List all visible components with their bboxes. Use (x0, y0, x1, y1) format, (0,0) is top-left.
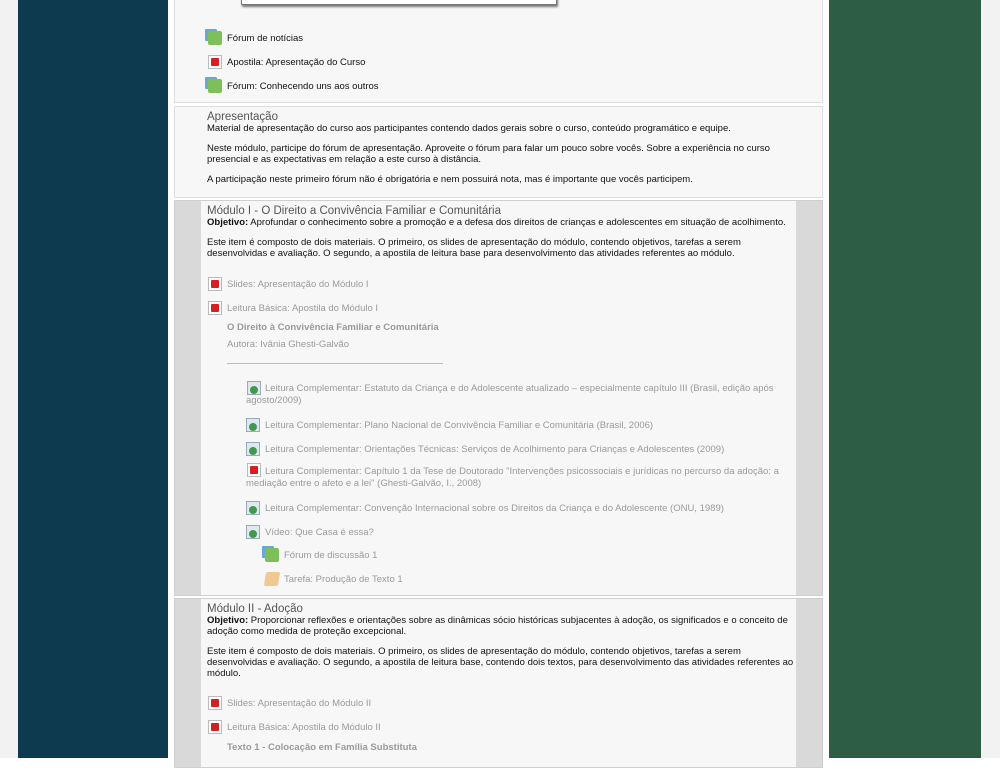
leitura-complementar-link[interactable] (246, 500, 724, 516)
page-left-edge (0, 0, 18, 758)
activity-leitura-modulo1[interactable] (208, 300, 378, 316)
modulo2-section (174, 598, 823, 768)
activity-label: Apostila: Apresentação do Curso (227, 56, 366, 68)
page-right-edge (981, 0, 1000, 758)
activity-label: Tarefa: Produção de Texto 1 (284, 573, 403, 585)
section-paragraph: A participação neste primeiro fórum não é obrigatória e nem possuirá nota, mas é importante que vocês participem. (207, 174, 693, 185)
activity-label: Fórum de discussão 1 (284, 549, 378, 561)
objective-text: Aprofundar o conhecimento sobre a promoção e a defesa dos direitos de crianças e adolescentes em situação de acolhimento. (248, 217, 786, 228)
forum-icon (265, 548, 279, 562)
author: Autora: Ivânia Ghesti-Galvão (227, 339, 349, 350)
activity-leitura-modulo2[interactable] (208, 719, 381, 735)
url-icon (246, 525, 260, 539)
activity-label: Leitura Básica: Apostila do Módulo II (227, 721, 381, 733)
section-paragraph: Este item é composto de dois materiais. O primeiro, os slides de apresentação do módulo, contendo objetivos, tarefas a serem desenvolvidas e avaliação. O segundo, a apostila de leitura base para desenvolvimento das atividades referentes ao módulo. (207, 237, 741, 259)
objective-label: Objetivo: (207, 615, 249, 626)
leitura-complementar-link[interactable]: Leitura Complementar: Capítulo 1 da Tese de Doutorado "Intervenções psicossociais e jurídicas no percurso da adoção: a mediação entre o afeto e a lei" (Ghesti-Galvão, I., 2008) (246, 466, 779, 489)
leitura-complementar-link[interactable] (246, 417, 653, 433)
section-paragraph: Neste módulo, participe do fórum de apresentação. Aproveite o fórum para falar um pouco sobre vocês. Sobre a experiência no curso presencial e as expectativas em relação a este curso à distância. (207, 143, 770, 165)
activity-label: Fórum: Conhecendo uns aos outros (227, 80, 379, 92)
activity-label: Leitura Complementar: Plano Nacional de Convivência Familiar e Comunitária (Brasil, 2006) (265, 419, 654, 431)
activity-label: Leitura Complementar: Orientações Técnicas: Serviços de Acolhimento para Crianças e Adolescentes (2009) (265, 443, 725, 455)
activity-slides-modulo2[interactable] (208, 695, 371, 711)
divider (227, 363, 443, 364)
activity-label: Slides: Apresentação do Módulo II (227, 697, 372, 709)
activity-apostila[interactable] (208, 54, 365, 70)
activity-slides-modulo1[interactable] (208, 276, 369, 292)
pdf-icon (208, 301, 222, 315)
course-content (168, 0, 829, 758)
forum-icon (208, 79, 222, 93)
text-title: Texto 1 - Colocação em Família Substituta (227, 742, 417, 753)
apresentacao-section (174, 106, 823, 198)
pdf-icon (208, 277, 222, 291)
modulo1-section (174, 200, 823, 596)
activity-forum-noticias[interactable] (208, 30, 303, 46)
embedded-box (241, 0, 557, 5)
right-sidebar-background (829, 0, 981, 758)
leitura-complementar-link[interactable] (246, 441, 724, 457)
leitura-complementar-link[interactable]: Leitura Complementar: Estatuto da Criança e do Adolescente atualizado – especialmente capítulo III (Brasil, edição após agosto/2009) (246, 383, 774, 406)
section-title: Módulo I - O Direito a Convivência Familiar e Comunitária (207, 205, 501, 217)
video-link[interactable] (246, 524, 374, 540)
activity-label: Leitura Complementar: Convenção Internacional sobre os Direitos da Criança e do Adolescente (ONU, 1989) (265, 502, 724, 514)
pdf-icon (208, 696, 222, 710)
text-title: O Direito à Convivência Familiar e Comunitária (227, 322, 439, 333)
activity-forum-conhecendo[interactable] (208, 78, 379, 94)
objective-label: Objetivo: (207, 217, 249, 228)
forum-icon (208, 31, 222, 45)
tarefa-link[interactable] (265, 571, 403, 587)
objective-text: Proporcionar reflexões e orientações sobre as dinâmicas sócio históricas subjacentes à adoção, os significados e o conceito de adoção como medida de proteção excepcional. (207, 615, 788, 637)
url-icon (246, 442, 260, 456)
activity-label: Leitura Básica: Apostila do Módulo I (227, 302, 379, 314)
forum-discussao-link[interactable] (265, 547, 377, 563)
section-title: Módulo II - Adoção (207, 603, 303, 615)
activity-label: Fórum de notícias (227, 32, 304, 44)
general-section (174, 0, 823, 103)
section-paragraph: Material de apresentação do curso aos participantes contendo dados gerais sobre o curso, conteúdo programático e equipe. (207, 123, 731, 134)
section-paragraph: Este item é composto de dois materiais. O primeiro, os slides de apresentação do módulo, contendo objetivos, tarefas a serem desenvolvidas e avaliação. O segundo, a apostila de leitura base, contendo dois textos, para desenvolvimento das atividades referentes ao módulo. (207, 646, 794, 679)
section-title: Apresentação (207, 111, 278, 123)
url-icon (246, 418, 260, 432)
pdf-icon (208, 720, 222, 734)
objective (207, 615, 797, 637)
url-icon (246, 501, 260, 515)
activity-label: Slides: Apresentação do Módulo I (227, 278, 369, 290)
objective (207, 217, 797, 228)
pdf-icon (208, 55, 222, 69)
left-sidebar-background (18, 0, 168, 758)
activity-label: Vídeo: Que Casa é essa? (265, 526, 374, 538)
assignment-icon (264, 572, 280, 586)
